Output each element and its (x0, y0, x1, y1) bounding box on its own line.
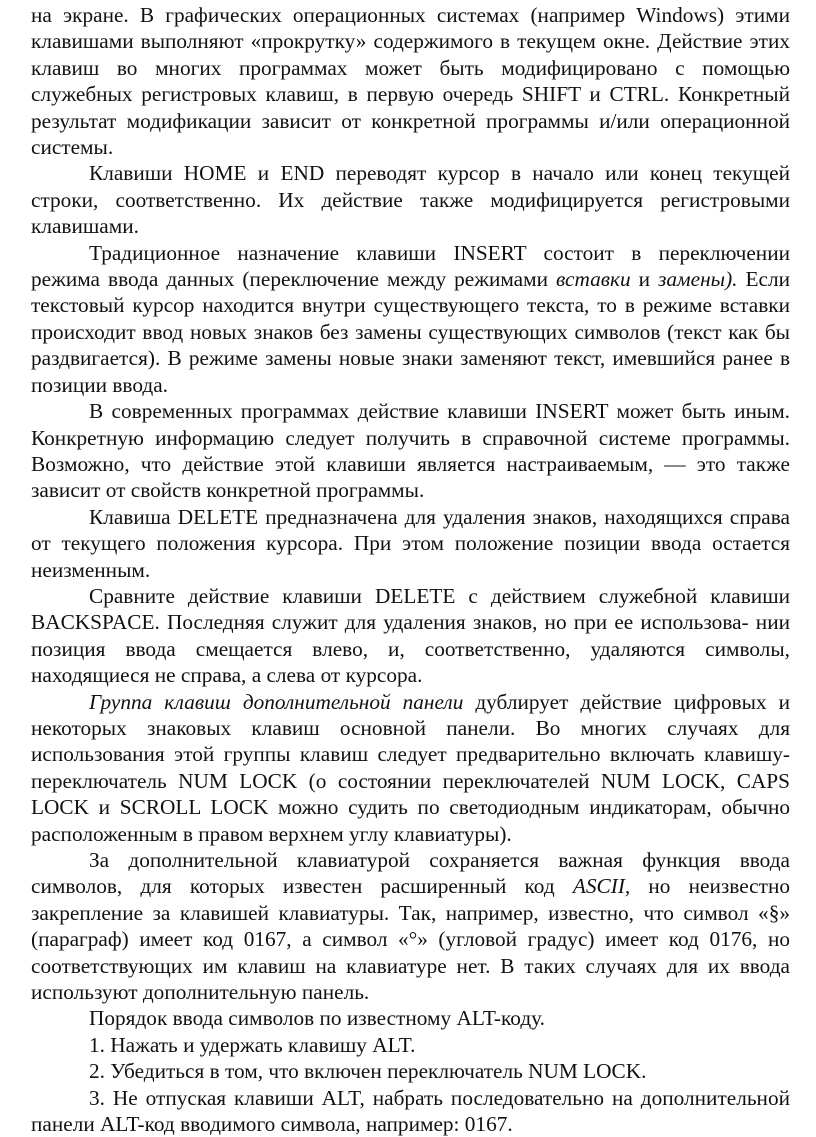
text-run: За дополнительной клавиатурой сохраняется важная функция ввода символов, для которых известен расширенный код (31, 848, 790, 899)
text-run: Если текстовый курсор находится внутри существующего текста, то в режиме вставки происходит ввод новых знаков без замены существующих символов (текст как бы раздвигается). В режиме замены новые знаки заменяют текст, имевшийся ранее в позиции ввода. (31, 267, 791, 397)
italic-text-run: вставки (556, 267, 631, 292)
text-paragraph (31, 160, 790, 239)
text-run: Порядок ввода символов по известному ALT-коду. (89, 1006, 545, 1031)
text-run: но неизвестно закрепление за клавишей клавиатуры. Так, например, известно, что символ «§» (параграф) имеет код 0167, а символ «°» (угловой градус) имеет код 0176, но соответствующих им клавиш на клавиатуре нет. В таких случаях для их ввода используют дополнительную панель. (31, 874, 790, 1005)
text-run: В современных программах действие клавиши INSERT может быть иным. Конкретную информацию следует получить в справочной системе программы. Возможно, что действие этой клавиши является настраиваемым, — это также зависит от свойств конкретной программы. (31, 399, 790, 503)
italic-text-run: замены). (658, 267, 738, 292)
text-run: дублирует действие цифровых и некоторых знаковых клавиш основной панели. Во многих случаях для использования этой группы клавиш следует предварительно включать клавишу-переключатель NUM LOCK (о состоянии переключателей NUM LOCK, CAPS LOCK и SCROLL LOCK можно судить по светодиодным индикаторам, обычно расположенным в правом верхнем углу клавиатуры). (31, 689, 790, 846)
text-paragraph (31, 398, 790, 504)
text-paragraph (31, 689, 790, 847)
text-paragraph (31, 1005, 790, 1031)
text-paragraph (31, 1085, 790, 1137)
text-paragraph (31, 1032, 790, 1058)
text-paragraph (31, 583, 790, 689)
text-paragraph (31, 2, 790, 160)
text-paragraph (31, 1058, 790, 1084)
text-run: Традиционное назначение клавиши INSERT состоит в переключении режима ввода данных (переключение между режимами (31, 240, 790, 292)
text-run: 2. Убедиться в том, что включен переключатель NUM LOCK. (89, 1059, 647, 1084)
text-run: 3. Не отпуская клавиши ALT, набрать последовательно на дополнительной панели ALT-код вводимого символа, например: 0167. (31, 1085, 790, 1137)
text-run: Клавиша DELETE предназначена для удаления знаков, находящихся справа от текущего положения курсора. При этом положение позиции ввода остается неизменным. (31, 504, 790, 582)
text-run: Сравните действие клавиши DELETE с действием служебной клавиши BACKSPACE. Последняя служит для удаления знаков, но при ее использова- нии позиция ввода смещается влево, и, соответственно, удаляются символы, находящиеся не справа, а слева от курсора. (31, 583, 790, 688)
italic-text-run: Группа клавиш дополнительной панели (89, 689, 464, 714)
text-paragraph (31, 240, 790, 398)
text-paragraph (31, 847, 790, 1005)
text-paragraph (31, 504, 790, 583)
italic-text-run: ASCII, (572, 874, 631, 899)
text-run: на экране. В графических операционных системах (например Windows) этими клавишами выполняют «прокрутку» содержимого в текущем окне. Действие этих клавиш во многих программах может быть модифицировано с помощью служебных регистровых клавиш, в первую очередь SHIFT и CTRL. Конкретный результат модификации зависит от конкретной программы и/или операционной системы. (31, 3, 790, 160)
text-run: и (630, 267, 659, 292)
text-run: Клавиши HOME и END переводят курсор в начало или конец текущей строки, соответственно. Их действие также модифицируется регистровыми клавишами. (31, 161, 790, 239)
text-run: 1. Нажать и удержать клавишу ALT. (89, 1032, 416, 1057)
